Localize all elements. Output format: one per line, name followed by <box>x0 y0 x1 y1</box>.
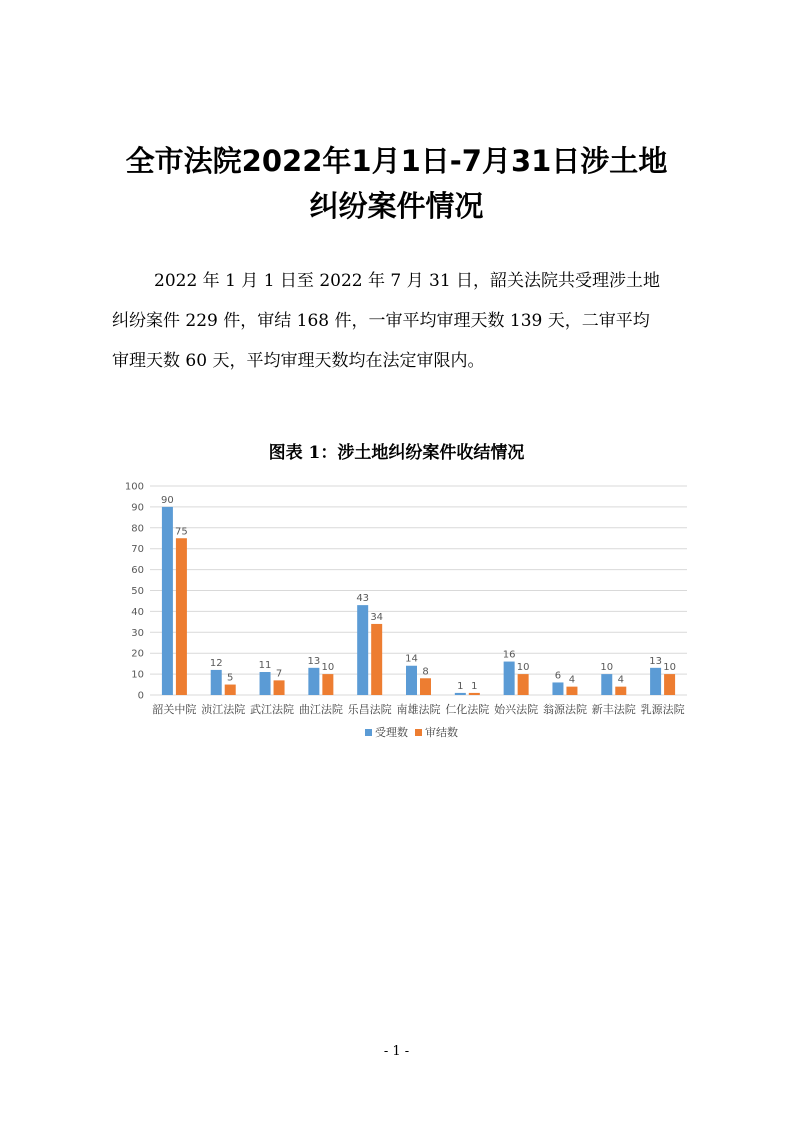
paragraph-line: 纠纷案件 229 件，审结 168 件，一审平均审理天数 139 天，二审平均 <box>112 311 650 331</box>
data-label: 12 <box>209 657 223 669</box>
bar-received <box>552 682 563 695</box>
data-label: 10 <box>516 662 530 674</box>
bar-concluded <box>420 678 431 695</box>
document-title-line-2: 纠纷案件情况 <box>309 189 484 223</box>
data-label: 8 <box>422 666 429 678</box>
data-label: 11 <box>258 660 272 672</box>
data-label: 90 <box>161 494 174 506</box>
bar-concluded <box>371 624 382 695</box>
y-tick-label: 50 <box>131 586 144 597</box>
data-label: 1 <box>471 680 478 692</box>
x-tick-label: 乳源法院 <box>640 703 685 716</box>
bar-received <box>162 507 173 695</box>
bar-concluded <box>518 674 529 695</box>
y-tick-label: 10 <box>131 669 144 681</box>
y-tick-label: 90 <box>131 502 144 514</box>
bar-received <box>601 674 612 695</box>
data-label: 13 <box>649 655 662 667</box>
data-label: 13 <box>307 655 321 667</box>
bar-concluded <box>566 687 577 695</box>
bar-chart <box>115 474 695 754</box>
page-number: - 1 - <box>383 1044 410 1059</box>
x-tick-label: 南雄法院 <box>396 703 441 716</box>
paragraph-line: 审理天数 60 天，平均审理天数均在法定审限内。 <box>112 351 485 371</box>
chart-caption: 图表 1：涉土地纠纷案件收结情况 <box>268 443 525 463</box>
y-tick-label: 70 <box>131 544 144 556</box>
summary-paragraph <box>112 261 692 381</box>
data-label: 4 <box>568 674 576 686</box>
bar-concluded <box>274 680 285 695</box>
y-tick-label: 100 <box>124 481 144 493</box>
y-tick-label: 0 <box>137 690 144 702</box>
y-tick-label: 60 <box>131 565 144 577</box>
data-label: 1 <box>457 680 464 692</box>
legend-swatch <box>365 729 372 736</box>
bar-received <box>211 670 222 695</box>
bar-concluded <box>322 674 333 695</box>
data-label: 10 <box>321 662 335 674</box>
y-tick-label: 80 <box>131 523 144 535</box>
data-label: 6 <box>554 670 562 682</box>
data-label: 34 <box>370 611 384 623</box>
x-tick-label: 乐昌法院 <box>347 703 392 716</box>
x-tick-label: 仁化法院 <box>445 703 490 716</box>
bar-received <box>455 693 466 695</box>
bar-received <box>260 672 271 695</box>
bar-concluded <box>176 538 187 695</box>
data-label: 10 <box>663 662 676 674</box>
bar-received <box>504 662 515 695</box>
legend-label: 审结数 <box>425 726 458 739</box>
x-tick-label: 武江法院 <box>250 703 295 716</box>
legend-swatch <box>415 729 422 736</box>
data-label: 75 <box>175 526 188 538</box>
data-label: 7 <box>275 668 283 680</box>
bar-concluded <box>225 685 236 695</box>
data-label: 5 <box>227 672 234 684</box>
data-label: 10 <box>600 662 614 674</box>
y-tick-label: 40 <box>131 606 144 618</box>
bar-received <box>357 605 368 695</box>
bar-received <box>308 668 319 695</box>
y-tick-label: 20 <box>131 648 144 660</box>
bar-concluded <box>615 687 626 695</box>
y-tick-label: 30 <box>131 627 144 639</box>
x-tick-label: 翁源法院 <box>542 703 587 716</box>
legend-label: 受理数 <box>375 726 408 739</box>
bar-received <box>406 666 417 695</box>
bar-concluded <box>664 674 675 695</box>
data-label: 14 <box>405 653 418 665</box>
paragraph-line: 2022 年 1 月 1 日至 2022 年 7 月 31 日，韶关法院共受理涉土地 <box>154 271 661 291</box>
data-label: 16 <box>502 649 516 661</box>
data-label: 4 <box>617 674 624 686</box>
x-tick-label: 始兴法院 <box>494 703 539 716</box>
x-tick-label: 曲江法院 <box>298 703 343 716</box>
x-tick-label: 新丰法院 <box>591 703 636 716</box>
bar-received <box>650 668 661 695</box>
x-tick-label: 浈江法院 <box>201 703 246 716</box>
x-tick-label: 韶关中院 <box>152 703 197 716</box>
data-label: 43 <box>356 593 370 605</box>
bar-concluded <box>469 693 480 695</box>
document-title-line-1: 全市法院2022年1月1日-7月31日涉土地 <box>125 144 668 178</box>
